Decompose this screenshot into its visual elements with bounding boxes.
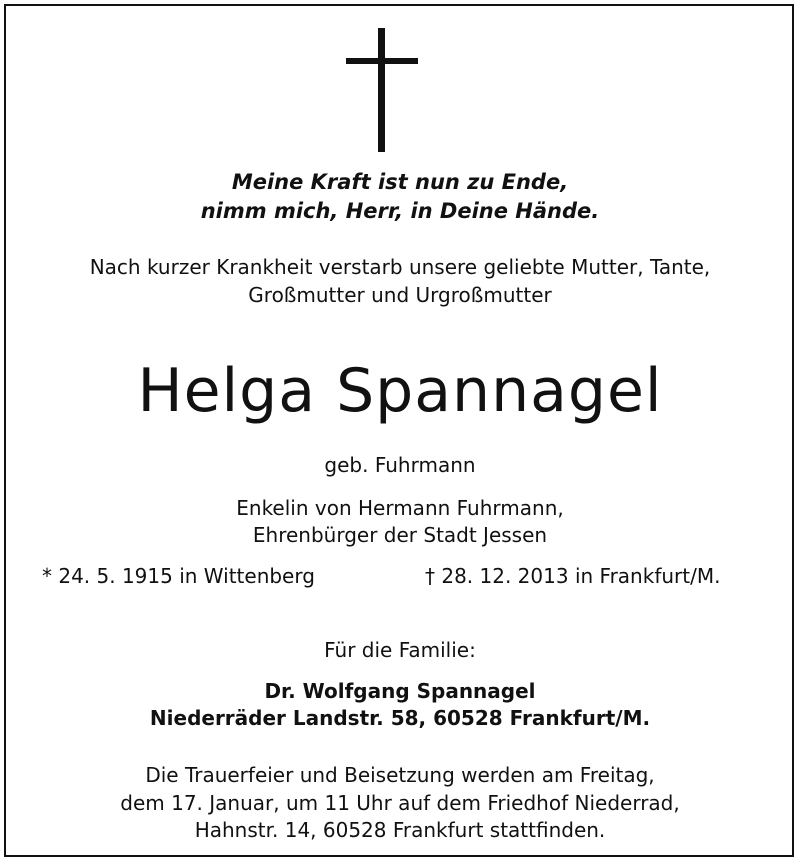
funeral-line-2: dem 17. Januar, um 11 Uhr auf dem Friedhof Niederrad, [120, 791, 680, 815]
death-date: † 28. 12. 2013 in Frankfurt/M. [425, 564, 721, 588]
intro-line-1: Nach kurzer Krankheit verstarb unsere geliebte Mutter, Tante, [89, 255, 711, 279]
verse-line-1: Meine Kraft ist nun zu Ende, [231, 170, 569, 194]
funeral-line-1: Die Trauerfeier und Beisetzung werden am Freitag, [145, 763, 655, 787]
deceased-name: Helga Spannagel [137, 356, 663, 426]
relation-line-1: Enkelin von Hermann Fuhrmann, [236, 496, 564, 520]
funeral-line-3: Hahnstr. 14, 60528 Frankfurt stattfinden. [194, 818, 606, 842]
maiden-name: geb. Fuhrmann [324, 453, 476, 477]
relation-line-2: Ehrenbürger der Stadt Jessen [252, 523, 548, 547]
verse-line-2: nimm mich, Herr, in Deine Hände. [200, 199, 600, 223]
family-label: Für die Familie: [324, 638, 476, 662]
contact-address: Niederräder Landstr. 58, 60528 Frankfurt/M. [149, 706, 651, 730]
contact-name: Dr. Wolfgang Spannagel [264, 679, 536, 703]
intro-line-2: Großmutter und Urgroßmutter [248, 283, 552, 307]
birth-date: * 24. 5. 1915 in Wittenberg [42, 564, 315, 588]
